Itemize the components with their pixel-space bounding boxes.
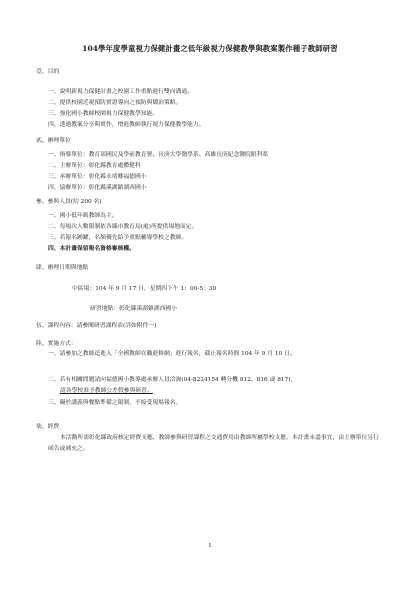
method-item-registration: 一、請參加之教師逕進入「全國教師在職進修網」進行報名，截止報名時間 104 年 9 月 10 日。 <box>48 351 296 357</box>
section-curriculum-heading: 伍、課程內容：請參閱研習課程表(詳如附件一) <box>36 323 157 329</box>
section-method-heading: 陸、實施方式： <box>36 341 77 347</box>
participant-item-review-notice: 四、本計畫保留報名資格審核權。 <box>48 246 135 252</box>
purpose-item: 四、透過教案分享與實作，增進教師執行視力保健教學能力。 <box>48 122 205 128</box>
participant-item: 二、每場次人數限制依各縣市教育局(處)所提供場地而定。 <box>48 224 198 230</box>
section-purpose-heading: 壹、目的 <box>36 69 60 75</box>
method-item-contact-leave: 請各學校准予教師公差假參與研習。 <box>60 388 153 394</box>
unit-item: 二、主辦單位：彰化縣教育處體健科 <box>48 163 141 169</box>
participant-item: 三、若報名踴躍，名額優先給予重點輔導學校之教師。 <box>48 235 188 241</box>
document-title: 104學年度學童視力保健計畫之低年級視力保健教學與教案製作種子教師研習 <box>82 44 338 53</box>
budget-paragraph: 本活動所需彰化縣政府核定經費支應，教師參與研習課程之交通費用由教師所屬學校支應。本計畫未盡事宜，由主辦單位另行函告或補充之。 <box>48 435 379 452</box>
participant-item: 一、國小低年級教師為主。 <box>48 213 118 219</box>
session-date: 中區場：104 年 9 月 17 日，星期四下午 1：00-5：30 <box>72 286 217 292</box>
session-venue: 研習地點：彰化縣溪湖鎮湖西國小 <box>90 306 177 312</box>
unit-item: 四、協辦單位：彰化縣溪湖鎮湖西國小 <box>48 185 147 191</box>
unit-item: 三、承辦單位：彰化縣永靖鄉福德國小 <box>48 174 147 180</box>
method-item-contact: 二、若有相關問題請向福德國小教導處承辦人員洽詢(04-8224154 轉分機 812、816 或 817)， <box>48 377 297 383</box>
purpose-item: 三、強化國小教師校園視力保健教學知能。 <box>48 111 159 117</box>
section-units-heading: 貳、辦理單位 <box>36 138 71 144</box>
section-budget-heading: 柒、經費 <box>36 424 60 430</box>
page-number: 1 <box>208 543 212 549</box>
method-item-no-onsite: 三、礙於講義與餐點準備之限制，不接受現場報名。 <box>48 400 182 406</box>
purpose-item: 二、提供校園近視預防實證導向之預防與矯治策略。 <box>48 100 182 106</box>
section-date-heading: 肆、辦理日期與地點 <box>36 265 89 271</box>
unit-item: 一、指導單位：教育部國民及學前教育署、長庚大學醫學系、高雄長庚紀念醫院眼科系 <box>48 152 269 158</box>
section-participants-heading: 參、參與人員(約 200 名) <box>36 199 102 205</box>
purpose-item: 一、說明新視力保健計畫之校園工作重點進行雙向溝通。 <box>48 89 193 95</box>
